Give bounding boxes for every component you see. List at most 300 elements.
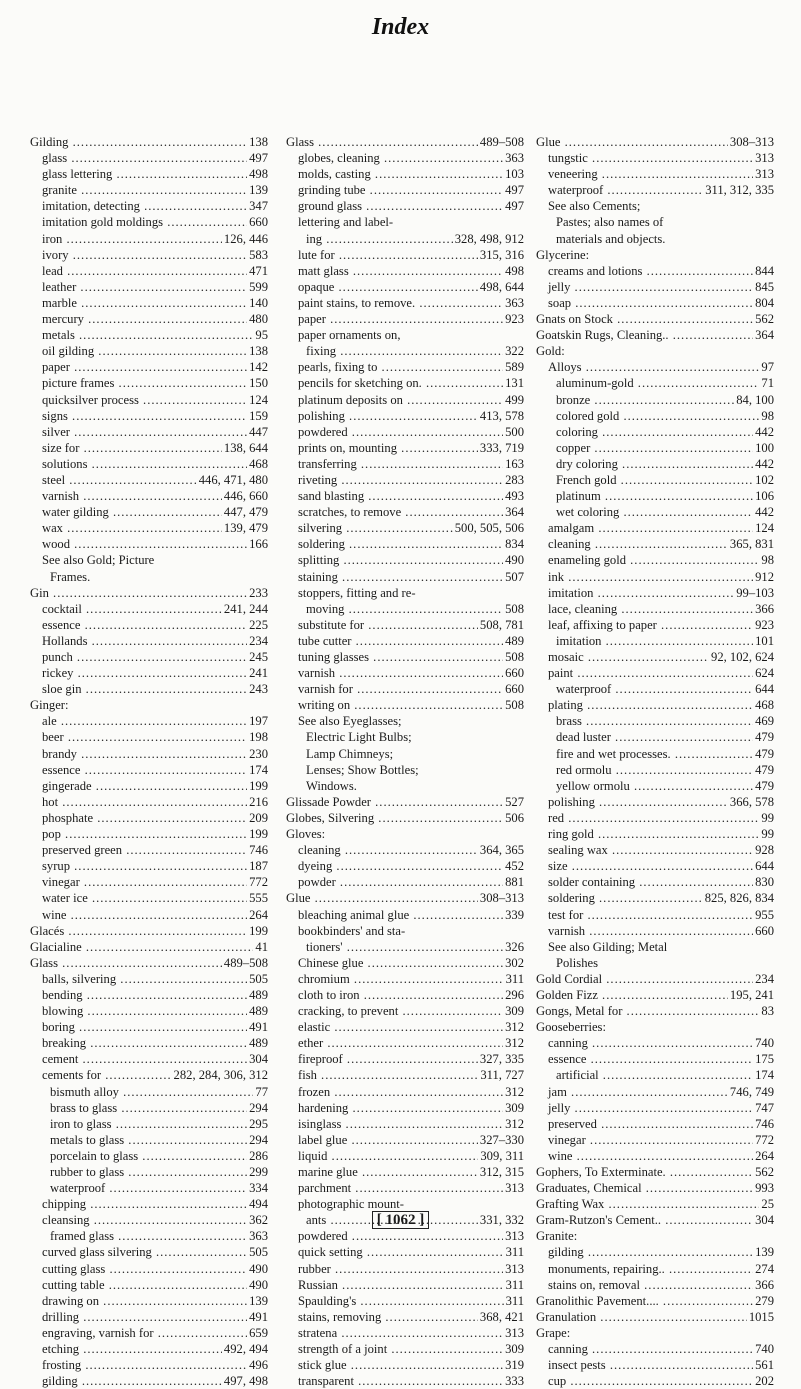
entry-pages: 498 [249, 167, 268, 182]
entry-pages: 508 [505, 698, 524, 713]
entry-term: enameling gold ..... [536, 552, 759, 568]
index-entry [286, 263, 524, 279]
entry-term: globes, cleaning ..... [286, 150, 503, 166]
entry-pages: 446, 471, 480 [198, 472, 268, 487]
index-entry [30, 1196, 268, 1212]
index-entry [30, 166, 268, 182]
entry-term: wax ..... [30, 520, 222, 536]
entry-term: dyeing ..... [286, 858, 503, 874]
page-title: Index [371, 14, 430, 40]
entry-term: transparent ..... [286, 1373, 503, 1389]
entry-pages: 282, 284, 306, 312 [173, 1068, 268, 1083]
entry-term: solder containing ..... [536, 874, 753, 890]
index-entry [286, 520, 524, 536]
index-entry [30, 1116, 268, 1132]
entry-pages: 505 [249, 1245, 268, 1260]
index-entry [30, 971, 268, 987]
entry-term: size for ..... [30, 440, 222, 456]
entry-pages: 174 [755, 1068, 774, 1083]
entry-term: etching ..... [30, 1341, 222, 1357]
entry-term: creams and lotions ..... [536, 263, 753, 279]
index-entry [286, 182, 524, 198]
index-heading: See also Cements; [548, 199, 641, 214]
index-entry [30, 231, 268, 247]
index-heading: Gold: [536, 344, 565, 359]
entry-term: porcelain to glass ..... [30, 1148, 247, 1164]
entry-pages: 241, 244 [223, 601, 268, 616]
entry-pages: 772 [755, 1132, 774, 1147]
entry-pages: 561 [755, 1358, 774, 1373]
index-entry [30, 713, 268, 729]
entry-pages: 274 [755, 1261, 774, 1276]
entry-pages: 309 [505, 1004, 524, 1019]
index-entry [536, 311, 774, 327]
entry-pages: 234 [755, 971, 774, 986]
index-entry [286, 697, 524, 713]
index-column-1 [30, 134, 268, 1389]
entry-term: stains on, removal ..... [536, 1277, 753, 1293]
entry-term: strength of a joint ..... [286, 1341, 503, 1357]
index-entry [286, 987, 524, 1003]
entry-term: isinglass ..... [286, 1116, 503, 1132]
index-entry [536, 987, 774, 1003]
index-entry [286, 633, 524, 649]
index-entry [536, 713, 774, 729]
index-entry [286, 552, 524, 568]
entry-pages: 489–508 [479, 135, 524, 149]
entry-term: Gilding ..... [30, 134, 247, 150]
entry-term: fireproof ..... [286, 1051, 478, 1067]
entry-term: stratena ..... [286, 1325, 503, 1341]
entry-term: pearls, fixing to ..... [286, 359, 503, 375]
entry-term: quick setting ..... [286, 1244, 504, 1260]
index-entry [286, 601, 524, 617]
index-entry [536, 359, 774, 375]
entry-pages: 138 [249, 135, 268, 149]
entry-pages: 479 [755, 778, 774, 793]
index-entry [536, 1180, 774, 1196]
index-entry [536, 858, 774, 874]
entry-pages: 150 [249, 376, 268, 391]
entry-pages: 363 [505, 295, 524, 310]
entry-pages: 468 [755, 698, 774, 713]
entry-term: glass lettering ..... [30, 166, 247, 182]
entry-pages: 500, 505, 506 [454, 521, 524, 536]
index-entry [536, 134, 774, 150]
entry-term: veneering ..... [536, 166, 753, 182]
entry-pages: 264 [755, 1148, 774, 1163]
entry-pages: 138 [249, 344, 268, 359]
entry-term: cleaning ..... [536, 536, 728, 552]
page-number [0, 1212, 801, 1229]
index-entry [536, 601, 774, 617]
entry-term: fixing ..... [286, 343, 503, 359]
index-entry [30, 247, 268, 263]
entry-term: platinum deposits on ..... [286, 392, 503, 408]
index-entry [536, 1100, 774, 1116]
entry-term: paper ..... [30, 359, 247, 375]
entry-pages: 313 [505, 1325, 524, 1340]
index-entry [286, 279, 524, 295]
entry-pages: 139 [249, 183, 268, 198]
entry-pages: 99–103 [736, 585, 774, 600]
entry-pages: 363 [249, 1229, 268, 1244]
entry-term: fire and wet processes. ..... [536, 746, 753, 762]
index-entry [286, 440, 524, 456]
index-entry [30, 987, 268, 1003]
entry-term: Gongs, Metal for ..... [536, 1003, 759, 1019]
index-entry [30, 1309, 268, 1325]
entry-term: tungstic ..... [536, 150, 753, 166]
entry-pages: 328, 498, 912 [454, 231, 524, 246]
index-entry [536, 1373, 774, 1389]
entry-pages: 230 [249, 746, 268, 761]
entry-term: hot ..... [30, 794, 247, 810]
entry-pages: 505 [249, 971, 268, 986]
entry-term: French gold ..... [536, 472, 753, 488]
entry-pages: 296 [505, 987, 524, 1002]
entry-term: paint ..... [536, 665, 753, 681]
entry-pages: 471 [249, 263, 268, 278]
entry-term: Granolithic Pavement.... ..... [536, 1293, 753, 1309]
index-heading: lettering and label- [298, 215, 394, 230]
index-entry [536, 295, 774, 311]
entry-pages: 311 [505, 1245, 524, 1260]
entry-term: opaque ..... [286, 279, 478, 295]
entry-pages: 923 [505, 312, 524, 327]
entry-term: rubber to glass ..... [30, 1164, 247, 1180]
index-entry [286, 231, 524, 247]
entry-term: red ormolu ..... [536, 762, 753, 778]
index-entry [30, 907, 268, 923]
entry-pages: 527 [505, 794, 524, 809]
entry-pages: 199 [249, 923, 268, 938]
entry-pages: 497, 498 [223, 1374, 268, 1389]
entry-pages: 491 [249, 1020, 268, 1035]
index-entry [30, 746, 268, 762]
entry-pages: 362 [249, 1213, 268, 1228]
index-entry [30, 585, 268, 601]
entry-pages: 468 [249, 456, 268, 471]
entry-pages: 480 [249, 312, 268, 327]
entry-term: polishing ..... [536, 794, 728, 810]
entry-term: tube cutter ..... [286, 633, 503, 649]
entry-term: steel ..... [30, 472, 197, 488]
entry-pages: 92, 102, 624 [711, 650, 774, 664]
index-entry [536, 375, 774, 391]
entry-term: Chinese glue ..... [286, 955, 503, 971]
index-entry [536, 923, 774, 939]
index-entry [286, 907, 524, 923]
entry-term: preserved ..... [536, 1116, 753, 1132]
index-entry [286, 472, 524, 488]
entry-term: cracking, to prevent ..... [286, 1003, 503, 1019]
entry-term: Glue ..... [286, 890, 478, 906]
entry-pages: 199 [249, 778, 268, 793]
entry-pages: 442 [755, 456, 774, 471]
index-entry [286, 890, 524, 906]
index-entry [30, 762, 268, 778]
index-entry [30, 488, 268, 504]
entry-pages: 315, 316 [479, 247, 524, 262]
entry-term: dry coloring ..... [536, 456, 753, 472]
entry-pages: 491 [249, 1309, 268, 1324]
entry-pages: 106 [755, 489, 774, 504]
index-heading: Lamp Chimneys; [306, 746, 394, 761]
entry-pages: 124 [755, 521, 774, 536]
entry-pages: 506 [505, 810, 524, 825]
entry-pages: 447, 479 [223, 505, 268, 520]
entry-term: ivory ..... [30, 247, 247, 263]
entry-term: ale ..... [30, 713, 247, 729]
index-entry [30, 955, 268, 971]
entry-term: metals ..... [30, 327, 253, 343]
entry-term: mercury ..... [30, 311, 247, 327]
entry-term: prints on, mounting ..... [286, 440, 478, 456]
entry-pages: 241 [249, 666, 268, 681]
entry-pages: 327, 335 [479, 1052, 524, 1067]
index-entry [30, 1261, 268, 1277]
entry-term: copper ..... [536, 440, 753, 456]
entry-pages: 195, 241 [729, 987, 774, 1002]
entry-term: Spaulding's ..... [286, 1293, 504, 1309]
entry-term: amalgam ..... [536, 520, 753, 536]
entry-term: cutting glass ..... [30, 1261, 247, 1277]
entry-term: powdered ..... [286, 1228, 503, 1244]
entry-pages: 138, 644 [223, 440, 268, 455]
entry-term: yellow ormolu ..... [536, 778, 753, 794]
entry-term: bending ..... [30, 987, 247, 1003]
entry-term: Globes, Silvering ..... [286, 810, 503, 826]
index-entry [286, 408, 524, 424]
index-entry [30, 520, 268, 536]
index-entry [30, 214, 268, 230]
entry-pages: 166 [249, 537, 268, 552]
index-entry [536, 762, 774, 778]
entry-term: signs ..... [30, 408, 247, 424]
index-entry [30, 826, 268, 842]
index-entry [286, 392, 524, 408]
index-entry [30, 150, 268, 166]
entry-pages: 187 [249, 859, 268, 874]
entry-term: cleansing ..... [30, 1212, 247, 1228]
index-entry [536, 649, 774, 665]
entry-pages: 311 [505, 1277, 524, 1292]
entry-term: curved glass silvering ..... [30, 1244, 247, 1260]
index-entry [30, 1180, 268, 1196]
entry-term: engraving, varnish for ..... [30, 1325, 247, 1341]
index-entry [536, 488, 774, 504]
entry-term: tuning glasses ..... [286, 649, 503, 665]
entry-term: fish ..... [286, 1067, 478, 1083]
index-entry [286, 247, 524, 263]
entry-pages: 830 [755, 875, 774, 890]
index-entry [286, 1084, 524, 1100]
entry-term: solutions ..... [30, 456, 247, 472]
index-heading: Frames. [50, 569, 91, 584]
entry-pages: 804 [755, 295, 774, 310]
index-entry [30, 1051, 268, 1067]
entry-pages: 102 [755, 472, 774, 487]
index-entry [286, 1293, 524, 1309]
entry-pages: 923 [755, 617, 774, 632]
entry-pages: 508 [505, 601, 524, 616]
entry-term: beer ..... [30, 729, 247, 745]
entry-pages: 339 [505, 907, 524, 922]
entry-pages: 309 [505, 1342, 524, 1357]
index-entry [536, 697, 774, 713]
index-entry [30, 504, 268, 520]
entry-pages: 331, 332 [479, 1213, 524, 1228]
entry-term: ants ..... [286, 1212, 478, 1228]
entry-pages: 825, 826, 834 [704, 891, 774, 906]
index-heading: materials and objects. [556, 231, 666, 246]
entry-pages: 83 [761, 1004, 774, 1019]
entry-term: frozen ..... [286, 1084, 503, 1100]
entry-term: platinum ..... [536, 488, 753, 504]
index-entry [286, 1309, 524, 1325]
index-entry [30, 1293, 268, 1309]
entry-term: insect pests ..... [536, 1357, 753, 1373]
entry-pages: 139, 479 [223, 521, 268, 536]
index-entry [30, 649, 268, 665]
entry-term: balls, silvering ..... [30, 971, 247, 987]
index-heading: stoppers, fitting and re- [298, 585, 416, 600]
index-entry [30, 874, 268, 890]
index-entry [286, 134, 524, 150]
index-entry [30, 1003, 268, 1019]
index-entry [536, 1116, 774, 1132]
entry-term: Glass ..... [30, 955, 222, 971]
index-entry [286, 166, 524, 182]
entry-pages: 660 [755, 923, 774, 938]
index-entry [30, 1084, 268, 1100]
index-entry [286, 794, 524, 810]
index-entry [536, 569, 774, 585]
entry-pages: 447 [249, 424, 268, 439]
entry-term: Gin ..... [30, 585, 247, 601]
index-entry [286, 488, 524, 504]
entry-pages: 555 [249, 891, 268, 906]
index-column-2 [286, 134, 524, 1389]
index-entry [286, 1373, 524, 1389]
entry-pages: 333, 719 [479, 440, 524, 455]
index-entry [30, 633, 268, 649]
index-entry [30, 1357, 268, 1373]
entry-pages: 413, 578 [479, 408, 524, 423]
entry-term: artificial ..... [536, 1067, 753, 1083]
index-entry [536, 392, 774, 408]
entry-pages: 140 [249, 295, 268, 310]
entry-term: ing ..... [286, 231, 453, 247]
index-entry [286, 375, 524, 391]
entry-term: Goatskin Rugs, Cleaning.. ..... [536, 327, 753, 343]
index-heading: See also Gilding; Metal [548, 939, 668, 954]
entry-term: Golden Fizz ..... [536, 987, 728, 1003]
index-entry [286, 971, 524, 987]
index-entry [286, 456, 524, 472]
entry-term: splitting ..... [286, 552, 503, 568]
index-heading: Polishes [556, 955, 598, 970]
entry-pages: 308–313 [729, 135, 774, 149]
index-entry [30, 1100, 268, 1116]
entry-pages: 364 [755, 328, 774, 343]
index-entry [536, 1261, 774, 1277]
entry-pages: 264 [249, 907, 268, 922]
index-entry [536, 472, 774, 488]
index-entry [30, 923, 268, 939]
index-entry [286, 1051, 524, 1067]
index-heading: paper ornaments on, [298, 328, 401, 343]
entry-term: writing on ..... [286, 697, 503, 713]
entry-term: essence ..... [30, 762, 247, 778]
index-entry [30, 858, 268, 874]
entry-pages: 660 [505, 666, 524, 681]
index-entry [536, 263, 774, 279]
entry-term: waterproof ..... [536, 681, 753, 697]
index-entry [30, 392, 268, 408]
entry-pages: 442 [755, 424, 774, 439]
entry-term: pencils for sketching on. ..... [286, 375, 503, 391]
entry-pages: 245 [249, 650, 268, 664]
entry-term: coloring ..... [536, 424, 753, 440]
index-entry [536, 520, 774, 536]
entry-pages: 479 [755, 746, 774, 761]
entry-term: brandy ..... [30, 746, 247, 762]
entry-term: picture frames ..... [30, 375, 247, 391]
index-heading: Ginger: [30, 698, 69, 713]
entry-pages: 740 [755, 1036, 774, 1051]
index-entry [536, 729, 774, 745]
index-heading: See also Eyeglasses; [298, 714, 402, 729]
entry-pages: 234 [249, 633, 268, 648]
entry-pages: 197 [249, 714, 268, 729]
entry-term: liquid ..... [286, 1148, 478, 1164]
entry-term: phosphate ..... [30, 810, 247, 826]
entry-pages: 498, 644 [479, 279, 524, 294]
entry-term: paper ..... [286, 311, 503, 327]
index-heading: Lenses; Show Bottles; [306, 762, 419, 777]
entry-pages: 562 [755, 312, 774, 327]
index-entry [536, 907, 774, 923]
index-entry [286, 1132, 524, 1148]
index-heading: See also Gold; Picture [42, 553, 155, 568]
index-entry [286, 311, 524, 327]
entry-pages: 845 [755, 279, 774, 294]
entry-term: Hollands ..... [30, 633, 247, 649]
index-entry [536, 1067, 774, 1083]
entry-pages: 624 [755, 666, 774, 681]
entry-pages: 312 [505, 1036, 524, 1051]
index-entry [536, 665, 774, 681]
index-entry [286, 1325, 524, 1341]
entry-pages: 747 [755, 1100, 774, 1115]
index-entry [536, 1051, 774, 1067]
entry-term: granite ..... [30, 182, 247, 198]
index-entry [536, 1309, 774, 1325]
index-entry [286, 681, 524, 697]
index-entry [286, 1244, 524, 1260]
entry-term: wine ..... [30, 907, 247, 923]
index-heading: Gooseberries: [536, 1020, 606, 1035]
entry-term: chromium ..... [286, 971, 504, 987]
entry-pages: 644 [755, 859, 774, 874]
entry-pages: 497 [505, 183, 524, 198]
index-entry [30, 311, 268, 327]
index-entry [30, 295, 268, 311]
index-entry [30, 456, 268, 472]
entry-pages: 233 [249, 585, 268, 600]
